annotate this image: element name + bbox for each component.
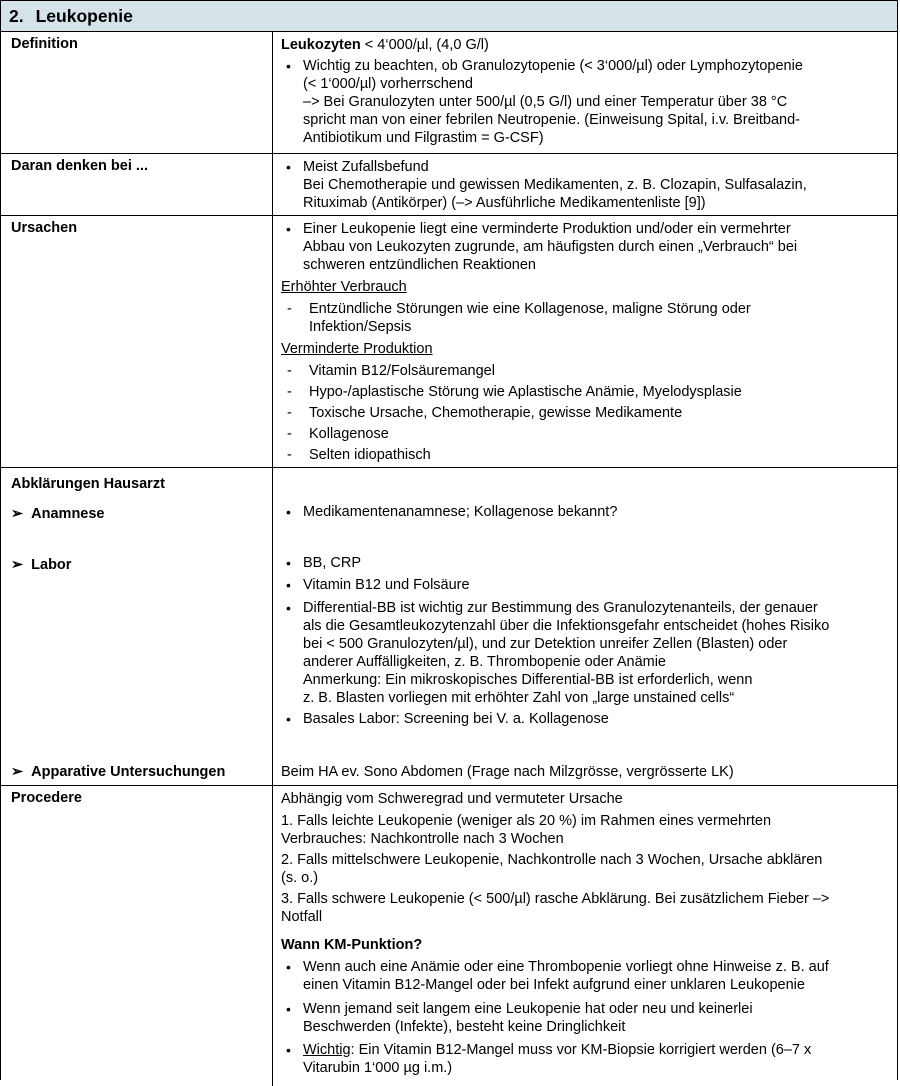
bullet-icon: • — [286, 600, 291, 616]
wichtig-line — [303, 1041, 811, 1059]
anamnese-label-text: Anamnese — [31, 506, 105, 522]
apparative-label-text: Apparative Untersuchungen — [31, 764, 226, 780]
daran-line: Rituximab (Antikörper) (–> Ausführliche Medikamentenliste [9]) — [303, 195, 706, 211]
leukozyten-term: Leukozyten — [281, 37, 361, 53]
labor-label-text: Labor — [31, 557, 72, 573]
ursachen-intro-line: Abbau von Leukozyten zugrunde, am häufigsten durch einen „Verbrauch“ bei — [303, 239, 798, 255]
daran-line: Meist Zufallsbefund — [303, 159, 429, 175]
ursachen-label: Ursachen — [11, 220, 78, 236]
daran-label: Daran denken bei ... — [11, 158, 148, 174]
row-definition — [1, 32, 897, 154]
definition-line: –> Bei Granulozyten unter 500/µl (0,5 G/l) und einer Temperatur über 38 °C — [303, 94, 788, 110]
km-line: Wenn auch eine Anämie oder eine Thrombopenie vorliegt ohne Hinweise z. B. auf — [303, 959, 829, 975]
definition-line: (< 1‘000/µl) vorherrschend — [303, 76, 473, 92]
differential-line: bei < 500 Granulozyten/µl), und zur Detektion unreifer Zellen (Blasten) oder — [303, 636, 788, 652]
row-abklaerungen — [1, 468, 897, 786]
bullet-icon: • — [286, 221, 291, 237]
definition-line: spricht man von einer febrilen Neutropenie. (Einweisung Spital, i.v. Breitband- — [303, 112, 801, 128]
bullet-icon: • — [286, 504, 291, 520]
dash-marker: - — [287, 384, 292, 400]
anamnese-label — [11, 506, 105, 523]
differential-line: z. B. Blasten vorliegen mit erhöhter Zahl von „large unstained cells“ — [303, 690, 735, 706]
definition-leukozyten — [281, 36, 489, 54]
wichtig-rest: : Ein Vitamin B12-Mangel muss vor KM-Biopsie korrigiert werden (6–7 x — [350, 1042, 812, 1058]
differential-line: anderer Auffälligkeiten, z. B. Thrombopenie oder Anämie — [303, 654, 666, 670]
dash-marker: - — [287, 363, 292, 379]
produktion-item: Hypo-/aplastische Störung wie Aplastische Anämie, Myelodysplasie — [309, 384, 742, 400]
bullet-icon: • — [286, 159, 291, 175]
leukozyten-value: < 4‘000/µl, (4,0 G/l) — [360, 37, 489, 53]
basales-labor: Basales Labor: Screening bei V. a. Kollagenose — [303, 711, 609, 727]
bullet-icon: • — [286, 555, 291, 571]
arrow-icon: ➢ — [11, 506, 24, 522]
produktion-item: Toxische Ursache, Chemotherapie, gewisse Medikamente — [309, 405, 683, 421]
procedere-line: 2. Falls mittelschwere Leukopenie, Nachkontrolle nach 3 Wochen, Ursache abklären — [281, 852, 823, 868]
definition-line: Wichtig zu beachten, ob Granulozytopenie (< 3‘000/µl) oder Lymphozytopenie — [303, 58, 803, 74]
wichtig-label: Wichtig — [303, 1042, 351, 1058]
definition-label: Definition — [11, 36, 78, 52]
apparative-text: Beim HA ev. Sono Abdomen (Frage nach Milzgrösse, vergrösserte LK) — [281, 764, 734, 780]
section-title-text: Leukopenie — [35, 5, 133, 26]
dash-marker: - — [287, 405, 292, 421]
daran-line: Bei Chemotherapie und gewissen Medikamenten, z. B. Clozapin, Sulfasalazin, — [303, 177, 807, 193]
differential-line: als die Gesamtleukozytenzahl über die Infektionsgefahr entscheidet (hohes Risiko — [303, 618, 830, 634]
anamnese-text: Medikamentenanamnese; Kollagenose bekannt? — [303, 504, 618, 520]
differential-line: Differential-BB ist wichtig zur Bestimmung des Granulozytenanteils, der genauer — [303, 600, 818, 616]
label-cell — [1, 786, 273, 1086]
verbrauch-line: Entzündliche Störungen wie eine Kollagenose, maligne Störung oder — [309, 301, 751, 317]
produktion-item: Selten idiopathisch — [309, 447, 431, 463]
produktion-item: Kollagenose — [309, 426, 389, 442]
procedere-line: Verbrauches: Nachkontrolle nach 3 Wochen — [281, 831, 564, 847]
bullet-icon: • — [286, 711, 291, 727]
procedere-line: Abhängig vom Schweregrad und vermuteter Ursache — [281, 791, 623, 807]
label-cell — [1, 216, 273, 467]
procedere-line: Notfall — [281, 909, 323, 925]
labor-label — [11, 557, 71, 574]
differential-line: Anmerkung: Ein mikroskopisches Differential-BB ist erforderlich, wenn — [303, 672, 753, 688]
km-line: Wenn jemand seit langem eine Leukopenie hat oder neu und keinerlei — [303, 1001, 753, 1017]
apparative-label — [11, 764, 225, 781]
ursachen-intro-line: Einer Leukopenie liegt eine verminderte Produktion und/oder ein vermehrter — [303, 221, 791, 237]
row-procedere — [1, 786, 897, 1086]
row-ursachen — [1, 216, 897, 468]
ursachen-intro-line: schweren entzündlichen Reaktionen — [303, 257, 536, 273]
wichtig-line-2: Vitarubin 1‘000 µg i.m.) — [303, 1060, 453, 1076]
verbrauch-line: Infektion/Sepsis — [309, 319, 412, 335]
km-line: Beschwerden (Infekte), besteht keine Dringlichkeit — [303, 1019, 626, 1035]
dash-marker: - — [287, 301, 292, 317]
labor-item: Vitamin B12 und Folsäure — [303, 577, 470, 593]
bullet-icon: • — [286, 1001, 291, 1017]
arrow-icon: ➢ — [11, 764, 24, 780]
bullet-icon: • — [286, 1042, 291, 1058]
section-header — [1, 0, 897, 32]
procedere-label: Procedere — [11, 790, 82, 806]
produktion-item: Vitamin B12/Folsäuremangel — [309, 363, 495, 379]
abklaerungen-label: Abklärungen Hausarzt — [11, 476, 165, 492]
row-daran-denken — [1, 154, 897, 216]
dash-marker: - — [287, 447, 292, 463]
section-number: 2. — [9, 5, 24, 26]
labor-item: BB, CRP — [303, 555, 362, 571]
verbrauch-heading: Erhöhter Verbrauch — [281, 279, 407, 295]
km-heading: Wann KM-Punktion? — [281, 937, 423, 953]
definition-line: Antibiotikum und Filgrastim = G-CSF) — [303, 130, 544, 146]
section-title — [9, 6, 133, 27]
dash-marker: - — [287, 426, 292, 442]
procedere-line: 3. Falls schwere Leukopenie (< 500/µl) rasche Abklärung. Bei zusätzlichem Fieber –> — [281, 891, 830, 907]
procedere-line: 1. Falls leichte Leukopenie (weniger als 20 %) im Rahmen eines vermehrten — [281, 813, 772, 829]
procedere-line: (s. o.) — [281, 870, 319, 886]
bullet-icon: • — [286, 577, 291, 593]
bullet-icon: • — [286, 959, 291, 975]
km-line: einen Vitamin B12-Mangel oder bei Infekt aufgrund einer unklaren Leukopenie — [303, 977, 805, 993]
arrow-icon: ➢ — [11, 557, 24, 573]
bullet-icon: • — [286, 58, 291, 74]
produktion-heading: Verminderte Produktion — [281, 341, 433, 357]
